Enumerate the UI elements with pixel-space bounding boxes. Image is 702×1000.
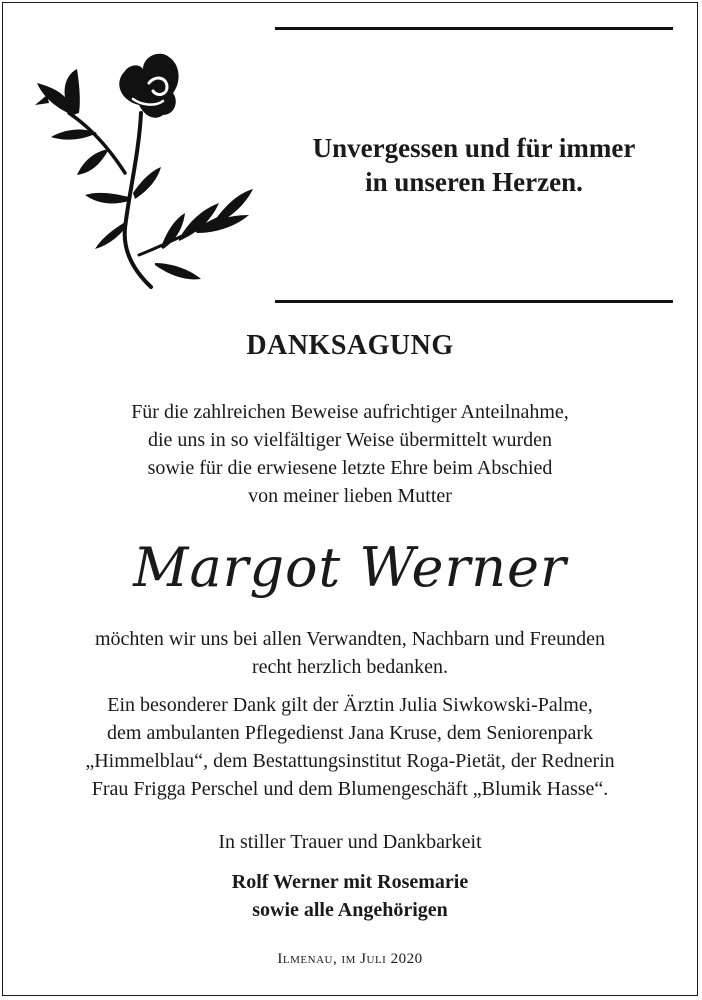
signers xyxy=(3,868,697,924)
intro-paragraph xyxy=(3,398,697,510)
mourning-line: In stiller Trauer und Dankbarkeit xyxy=(218,831,482,853)
motto-line: Unvergessen und für immer xyxy=(312,133,636,163)
bottom-divider xyxy=(275,300,673,303)
special-line: dem ambulanten Pflegedienst Jana Kruse, dem Seniorenpark xyxy=(107,722,593,744)
intro-line: Für die zahlreichen Beweise aufrichtiger Anteilnahme, xyxy=(131,401,569,423)
intro-line: sowie für die erwiesene letzte Ehre beim Abschied xyxy=(147,457,553,479)
special-line: „Himmelblau“, dem Bestattungsinstitut Roga-Pietät, der Rednerin xyxy=(85,750,615,772)
motto-line: in unseren Herzen. xyxy=(365,167,583,197)
deceased-name: Margot Werner xyxy=(133,536,567,599)
special-thanks-paragraph xyxy=(3,691,697,803)
special-line: Ein besonderer Dank gilt der Ärztin Julia Siwkowski-Palme, xyxy=(107,694,593,716)
thanks-paragraph xyxy=(3,625,697,681)
page-title: DANKSAGUNG xyxy=(246,330,454,361)
signer-line: sowie alle Angehörigen xyxy=(252,899,448,921)
rose-icon xyxy=(29,43,259,293)
motto xyxy=(275,131,673,199)
thanks-line: möchten wir uns bei allen Verwandten, Nachbarn und Freunden xyxy=(94,628,606,650)
intro-line: die uns in so vielfältiger Weise übermittelt wurden xyxy=(147,429,553,451)
top-divider xyxy=(275,27,673,30)
special-line: Frau Frigga Perschel und dem Blumengeschäft „Blumik Hasse“. xyxy=(91,778,609,800)
intro-line: von meiner lieben Mutter xyxy=(248,485,452,507)
signer-line: Rolf Werner mit Rosemarie xyxy=(231,871,469,893)
obituary-card xyxy=(2,2,698,996)
thanks-line: recht herzlich bedanken. xyxy=(251,656,448,678)
place-date: Ilmenau, im Juli 2020 xyxy=(277,951,423,967)
